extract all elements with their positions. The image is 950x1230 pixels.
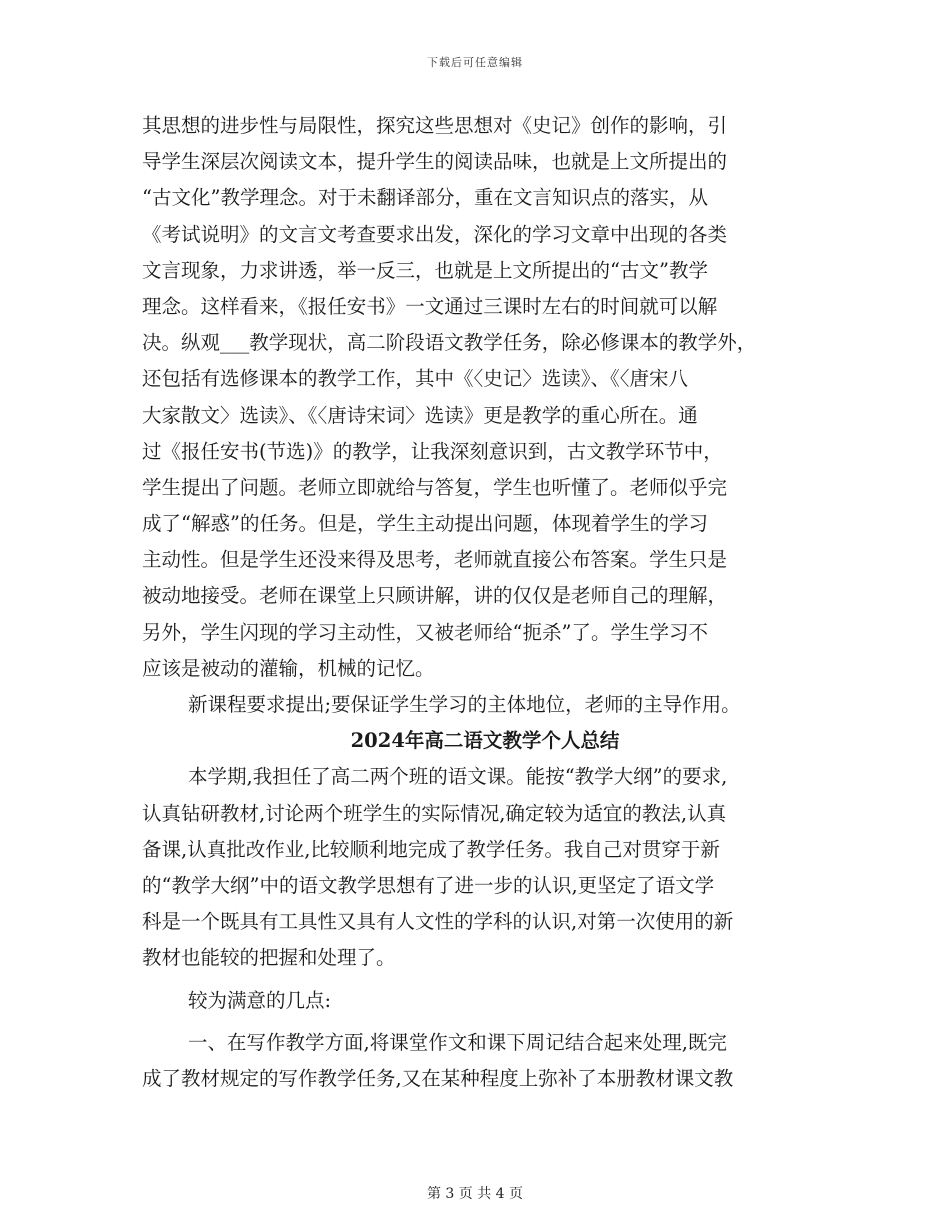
body-line: 决。纵观___教学现状，高二阶段语文教学任务，除必修课本的教学外， [142, 331, 757, 355]
body-line: 另外，学生闪现的学习主动性，又被老师给“扼杀”了。学生学习不 [142, 620, 708, 644]
body-line: 本学期,我担任了高二两个班的语文课。能按“教学大纲”的要求, [188, 765, 728, 789]
paragraph-new-curriculum: 新课程要求提出;要保证学生学习的主体地位，老师的主导作用。 [188, 693, 741, 716]
body-line: 其思想的进步性与局限性，探究这些思想对《史记》创作的影响，引 [142, 114, 728, 137]
body-line: 主动性。但是学生还没来得及思考，老师就直接公布答案。学生只是 [142, 548, 728, 572]
section-title: 2024年高二语文教学个人总结 [350, 729, 620, 753]
body-line: “古文化”教学理念。对于未翻译部分，重在文言知识点的落实，从 [142, 186, 708, 210]
body-line: 还包括有选修课本的教学工作，其中《〈史记〉选读》、《〈唐宋八 [142, 367, 689, 391]
paragraph-satisfied-points: 较为满意的几点: [188, 988, 332, 1012]
body-line: 成了“解惑”的任务。但是，学生主动提出问题，体现着学生的学习 [142, 512, 708, 536]
body-line: 应该是被动的灌输，机械的记忆。 [142, 656, 435, 680]
body-line: 过《报任安书(节选)》的教学，让我深刻意识到，古文教学环节中， [142, 439, 723, 463]
body-line: 被动地接受。老师在课堂上只顾讲解，讲的仅仅是老师自己的理解， [142, 584, 728, 608]
document-body [142, 108, 808, 1097]
page-footer: 第 3 页 共 4 页 [426, 1186, 524, 1202]
body-line: 的“教学大纲”中的语文教学思想有了进一步的认识,更坚定了语文学 [142, 873, 715, 897]
body-line: 成了教材规定的写作教学任务,又在某种程度上弥补了本册教材课文教 [142, 1066, 734, 1090]
body-line: 认真钻研教材,讨论两个班学生的实际情况,确定较为适宜的教法,认真 [142, 801, 727, 825]
body-line: 导学生深层次阅读文本，提升学生的阅读品味，也就是上文所提出的 [142, 150, 728, 174]
body-line: 学生提出了问题。老师立即就给与答复，学生也听懂了。老师似乎完 [142, 475, 728, 499]
body-line: 科是一个既具有工具性又具有人文性的学科的认识,对第一次使用的新 [142, 910, 734, 934]
body-line: 备课,认真批改作业,比较顺利地完成了教学任务。我自己对贯穿于新 [142, 837, 720, 861]
body-line: 一、在写作教学方面,将课堂作文和课下周记结合起来处理,既完 [188, 1030, 727, 1054]
page-header: 下载后可任意编辑 [427, 56, 523, 69]
body-line: 大家散文〉选读》、《〈唐诗宋词〉选读》更是教学的重心所在。通 [142, 403, 698, 427]
body-line: 教材也能较的把握和处理了。 [142, 946, 396, 970]
body-line: 《考试说明》的文言文考查要求出发，深化的学习文章中出现的各类 [142, 222, 728, 246]
body-line: 理念。这样看来，《报任安书》一文通过三课时左右的时间就可以解 [142, 294, 718, 318]
body-line: 文言现象，力求讲透，举一反三，也就是上文所提出的“古文”教学 [142, 258, 708, 282]
